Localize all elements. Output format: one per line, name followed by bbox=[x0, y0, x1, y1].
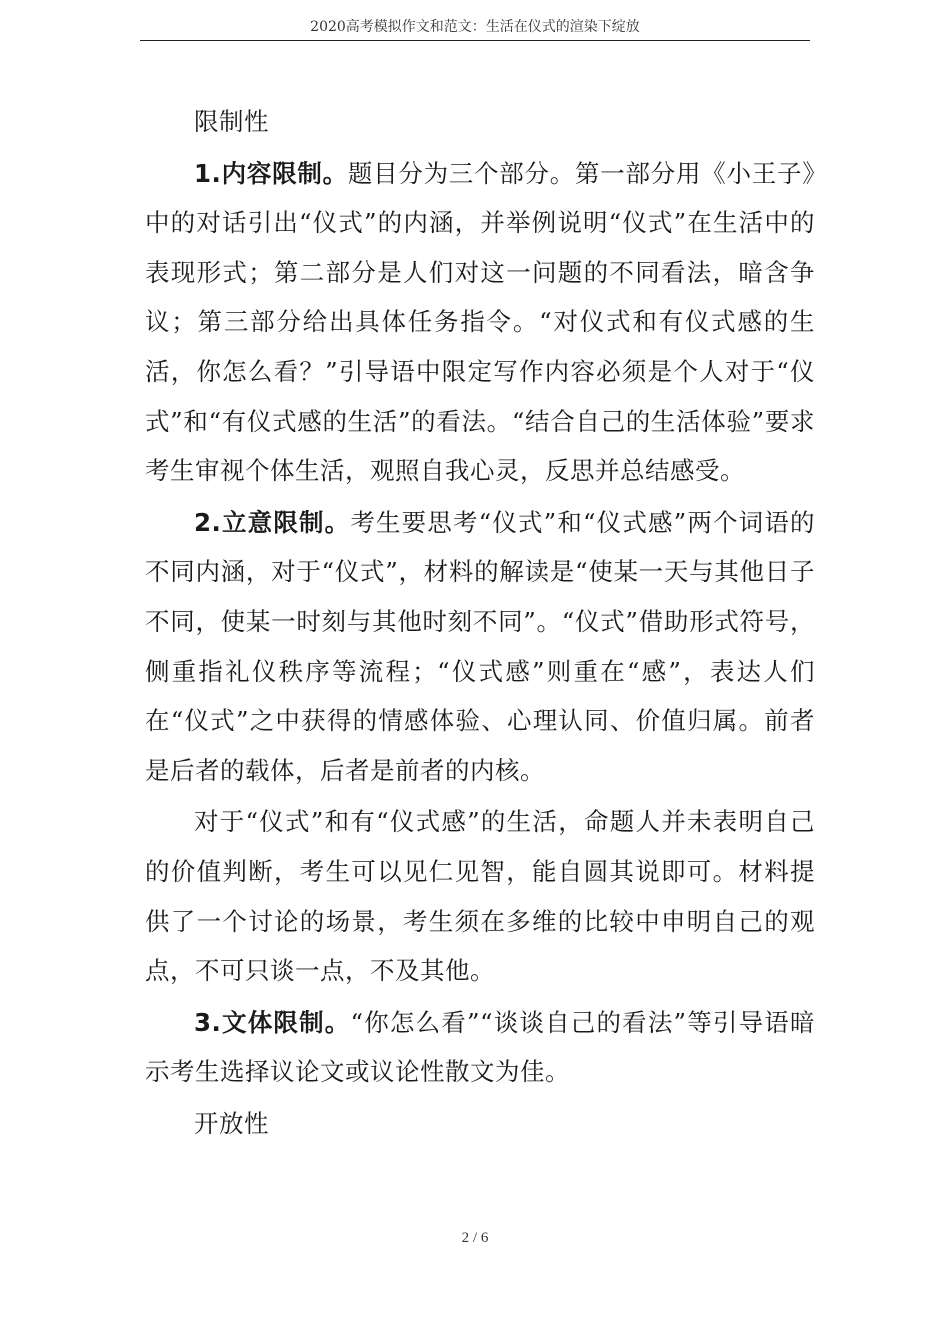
paragraph-label: 2.立意限制。 bbox=[194, 507, 351, 537]
paragraph-text: 对于“仪式”和有“仪式感”的生活，命题人并未表明自己的价值判断，考生可以见仁见智，能自圆其说即可。材料提供了一个讨论的场景，考生须在多维的比较中申明自己的观点，不可只谈一点，不及其他。 bbox=[145, 807, 815, 986]
paragraph-genre-limit bbox=[145, 998, 815, 1097]
paragraph-text: 考生要思考“仪式”和“仪式感”两个词语的不同内涵，对于“仪式”，材料的解读是“使某一天与其他日子不同，使某一时刻与其他时刻不同”。“仪式”借助形式符号，侧重指礼仪秩序等流程；“仪式感”则重在“感”，表达人们在“仪式”之中获得的情感体验、心理认同、价值归属。前者是后者的载体，后者是前者的内核。 bbox=[145, 507, 815, 785]
paragraph-label: 1.内容限制。 bbox=[194, 158, 348, 188]
paragraph-value-judgement bbox=[145, 797, 815, 995]
section-heading-limit: 限制性 bbox=[194, 107, 269, 136]
paragraph-text: “你怎么看”“谈谈自己的看法”等引导语暗示考生选择议论文或议论性散文为佳。 bbox=[145, 1007, 815, 1087]
section-heading-open: 开放性 bbox=[194, 1108, 269, 1138]
paragraph-content-limit bbox=[145, 149, 815, 496]
page-header bbox=[140, 18, 810, 41]
document-body bbox=[145, 97, 815, 1150]
paragraph-text: 题目分为三个部分。第一部分用《小王子》中的对话引出“仪式”的内涵，并举例说明“仪式”在生活中的表现形式；第二部分是人们对这一问题的不同看法，暗含争议；第三部分给出具体任务指令。“对仪式和有仪式感的生活，你怎么看？”引导语中限定写作内容必须是个人对于“仪式”和“有仪式感的生活”的看法。“结合自己的生活体验”要求考生审视个体生活，观照自我心灵，反思并总结感受。 bbox=[145, 158, 815, 486]
paragraph-intent-limit bbox=[145, 498, 815, 796]
page-indicator: 2 / 6 bbox=[461, 1230, 489, 1246]
document-title: 2020高考模拟作文和范文：生活在仪式的渲染下绽放 bbox=[310, 19, 640, 35]
paragraph-label: 3.文体限制。 bbox=[194, 1007, 351, 1037]
